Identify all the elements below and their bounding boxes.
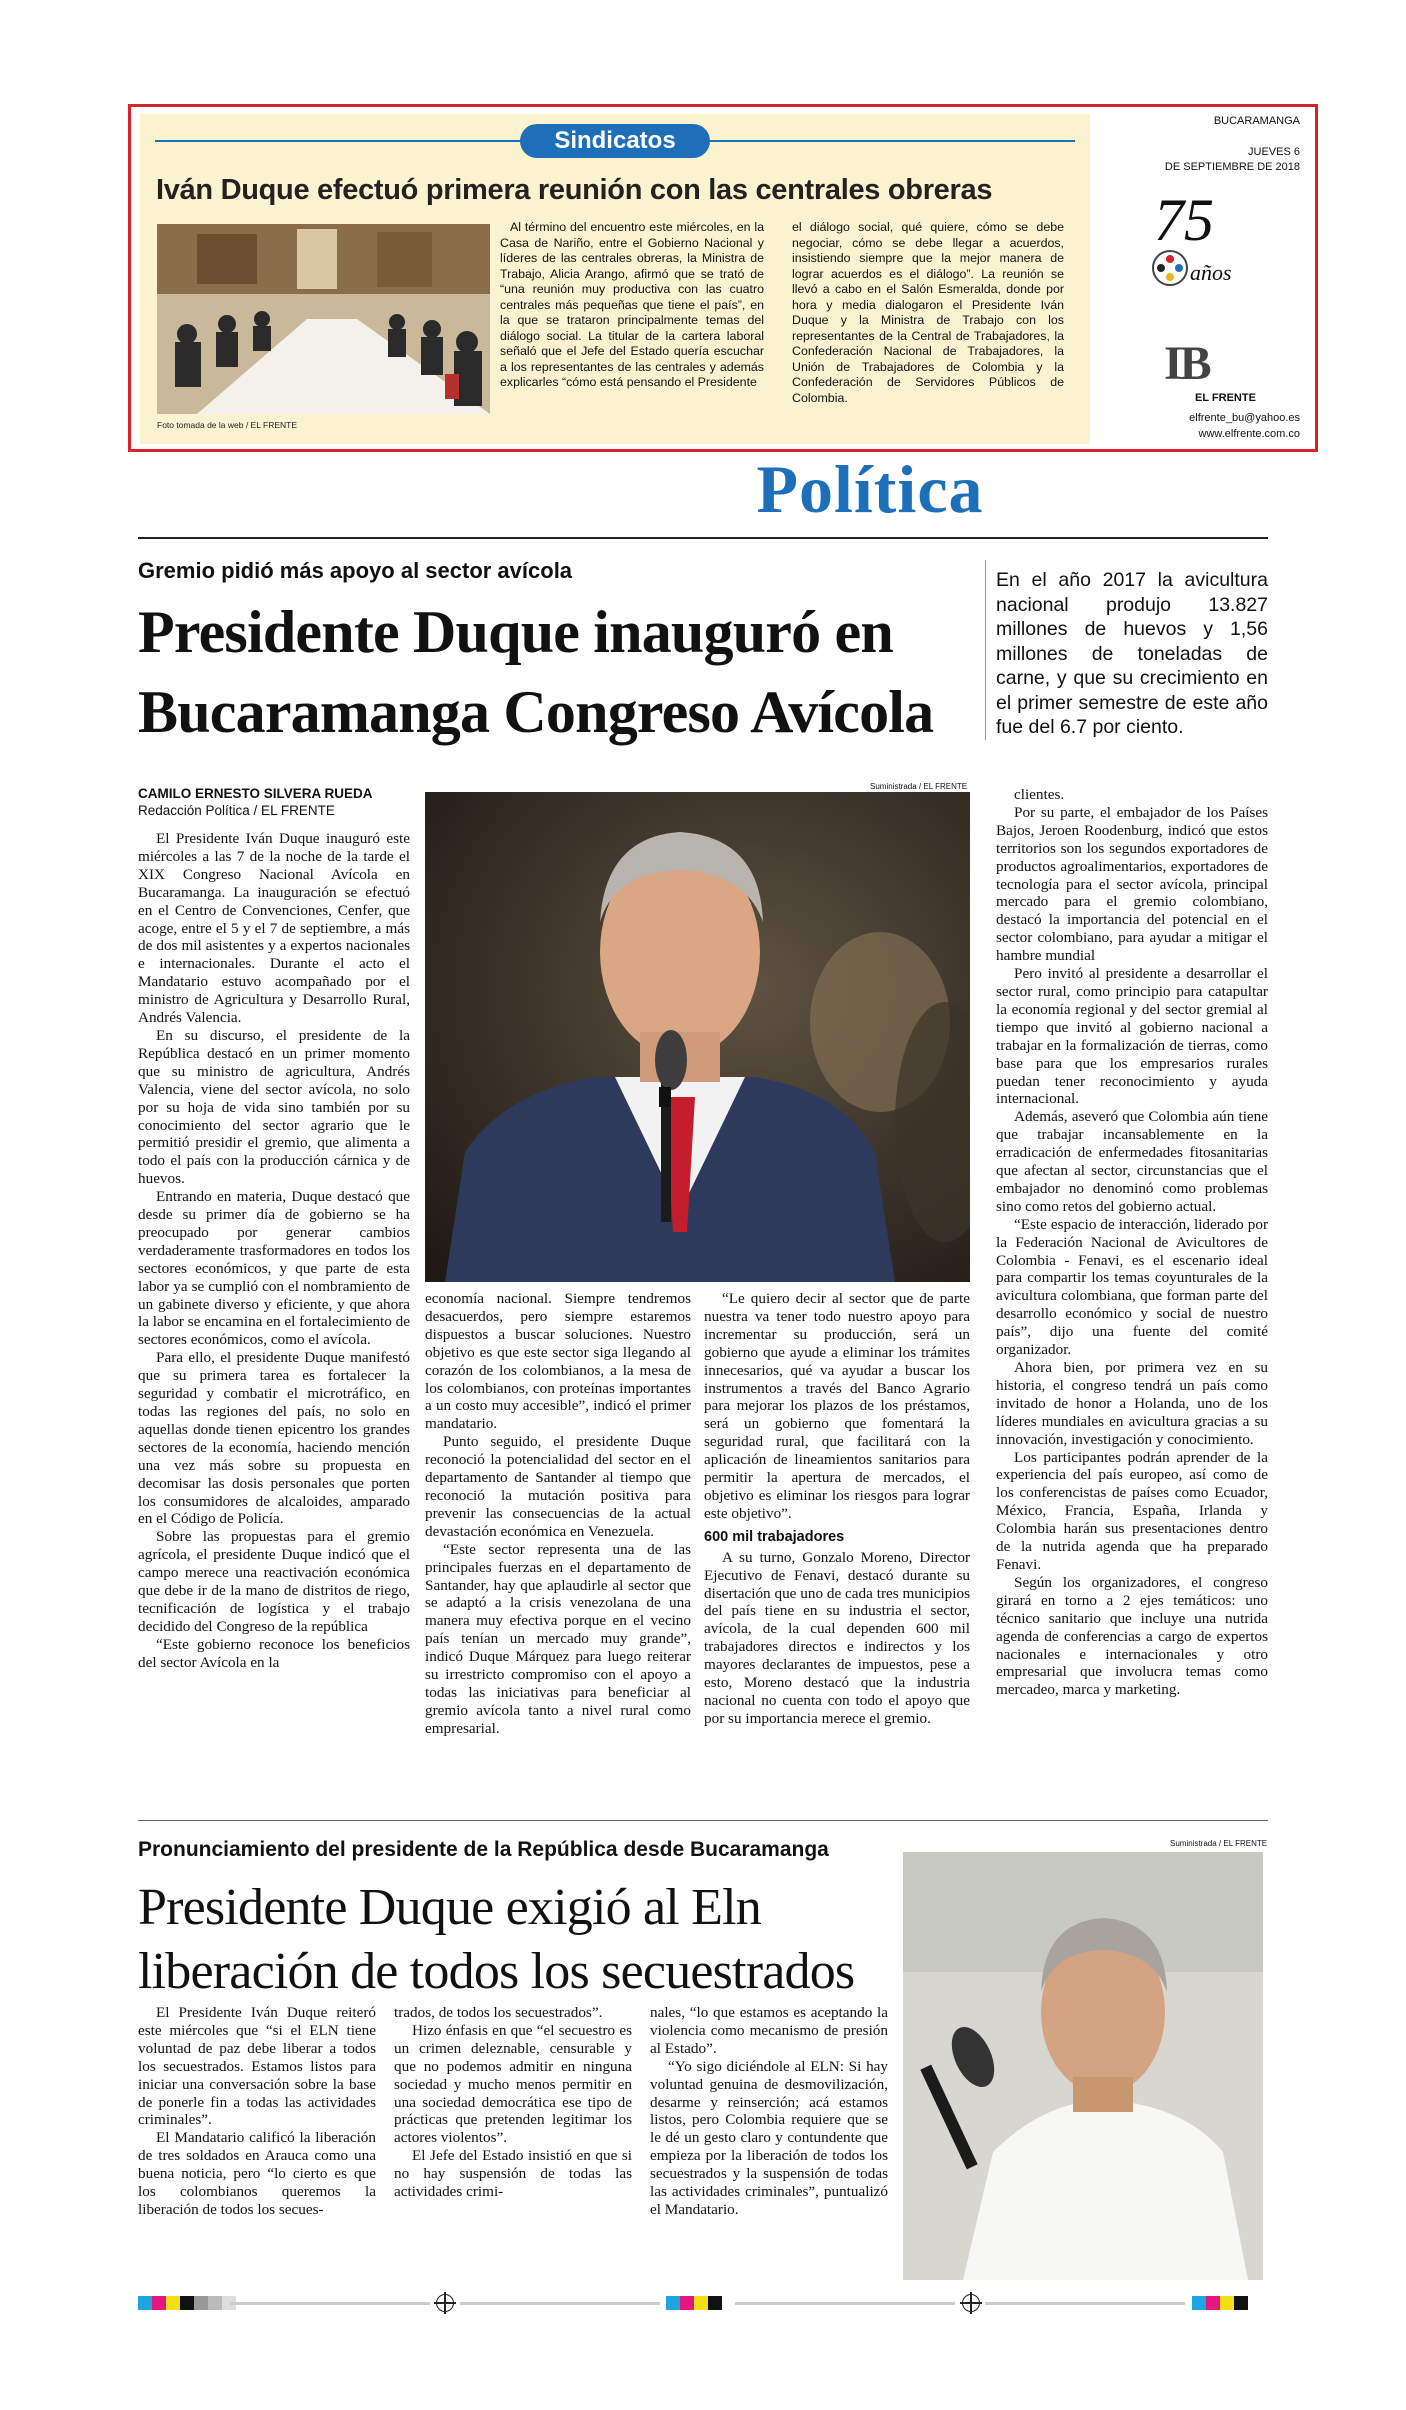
article1-author: CAMILO ERNESTO SILVERA RUEDA xyxy=(138,786,373,801)
print-line xyxy=(460,2302,660,2305)
article2-photo-credit: Suministrada / EL FRENTE xyxy=(1170,1839,1268,1848)
contact-email[interactable]: elfrente_bu@yahoo.es xyxy=(1189,412,1300,424)
section-tag-sindicatos: Sindicatos xyxy=(520,124,710,158)
meeting-photo xyxy=(157,224,490,414)
photo-caption: Foto tomada de la web / EL FRENTE xyxy=(157,420,297,430)
article1-column-3: “Le quiero decir al sector que de parte nuestra va tener todo nuestro apoyo para incrementar su producción, será un gobierno que ayude a eliminar los trámites innecesarios, qué va ayudar a buscar los instrumentos a través del Banco Agrario para mejorar los plazos de los préstamos, será un gobierno que fomentará la seguridad rural, que facilitará con la aplicación de lineamientos sanitarios para permitir la apertura de mercados, el objetivo es eliminar los riesgos para lograr este objetivo”. 600 mil trabajadores A su turno, Gonzalo Moreno, Director Ejecutivo de Fenavi, destacó durante su disertación que uno de cada tres municipios del país tiene en su industria el sector, avícola, de la cual dependen 600 mil trabajadores directos e indirectos y los mayores declarantes de impuestos, pese a esto, Moreno destacó que la industria nacional no cuenta con todo el apoyo que por su importancia merece el gremio. xyxy=(704,1290,970,1727)
article1-photo-credit: Suministrada / EL FRENTE xyxy=(870,782,968,791)
print-line xyxy=(230,2302,430,2305)
logo-name: EL FRENTE xyxy=(1195,392,1256,404)
print-line xyxy=(735,2302,955,2305)
anniversary-number: 75 xyxy=(1154,187,1214,253)
duque-speech-photo xyxy=(425,792,970,1282)
registration-mark-icon xyxy=(962,2294,980,2312)
film-reel-icon xyxy=(1150,248,1190,288)
lede-divider xyxy=(985,560,986,740)
contact-website[interactable]: www.elfrente.com.co xyxy=(1198,428,1300,440)
top-news-column-1: Al término del encuentro este miércoles, en la Casa de Nariño, entre el Gobierno Nacional y líderes de las centrales obreras, la Ministra de Trabajo, Alicia Arango, afirmó que se trató de “una reunión muy productiva con las cuatro centrales más pequeñas que tiene el país”, en la que se trataron principalmente temas del diálogo social. La titular de la cartera laboral señaló que el Jefe del Estado quería escuchar a los representantes de las centrales y además explicarles “cómo está pensando el Presidente xyxy=(500,220,764,389)
logo-mark: IB xyxy=(1164,337,1209,390)
masthead-date-day: JUEVES 6 xyxy=(1248,146,1300,158)
article1-kicker: Gremio pidió más apoyo al sector avícola xyxy=(138,558,573,583)
article2-column-3: nales, “lo que estamos es aceptando la violencia como mecanismo de presión al Estado”. “Yo sigo diciéndole al ELN: Si hay voluntad genuina de desmovilización, desarme y reinserción; acá estamos listos, pero Colombia requiere que se le dé un gesto claro y contundente que empieza por la liberación de todos los secuestrados y la suspensión de todas las actividades criminales”, puntualizó el Mandatario. xyxy=(650,2004,888,2218)
masthead-city: BUCARAMANGA xyxy=(1213,115,1300,127)
article1-column-2: economía nacional. Siempre tendremos desacuerdos, pero siempre estaremos dispuestos a buscar soluciones. Nuestro objetivo es que este sector siga llegando al corazón de los colombianos, a la mesa de los colombianos, con proteínas importantes a un costo muy accesible”, indicó el primer mandatario. Punto seguido, el presidente Duque reconoció la potencialidad del sector en el departamento de Santander al tiempo que reconoció la mutación positiva para prevenir las consecuencias de la actual devastación económica en Venezuela. “Este sector representa una de las principales fuerzas en el departamento de Santander, hay que aplaudirle al sector que se adaptó a la crisis venezolana de una manera muy efectiva porque en el vecino país tenían un mercado muy grande”, indicó Duque Márquez para luego reiterar su irrestricto compromiso con el apoyo a todas las iniciativas para beneficiar al gremio avícola tanto a nivel rural como empresarial. xyxy=(425,1290,691,1737)
article1-subhead: 600 mil trabajadores xyxy=(704,1528,845,1545)
article2-column-2: trados, de todos los secuestrados”. Hizo énfasis en que “el secuestro es un crimen deleznable, censurable y que no podemos admitir en ninguna sociedad y mucho menos permitir en una sociedad democrática ese tipo de prácticas que pretenden legitimar los actores violentos”. El Jefe del Estado insistió en que si no hay suspensión de todas las actividades crimi- xyxy=(394,2004,632,2201)
masthead-date-month: DE SEPTIEMBRE DE 2018 xyxy=(1164,161,1300,173)
article2-headline: Presidente Duque exigió al Eln liberación de todos los secuestrados xyxy=(138,1879,855,2000)
registration-mark-icon xyxy=(436,2294,454,2312)
anniversary-emblem xyxy=(1140,187,1260,310)
article1-author-role: Redacción Política / EL FRENTE xyxy=(138,803,335,818)
article2-kicker: Pronunciamiento del presidente de la República desde Bucaramanga xyxy=(138,1838,829,1861)
duque-eln-photo xyxy=(903,1852,1263,2280)
article2-column-1: El Presidente Iván Duque reiteró este miércoles que “si el ELN tiene voluntad de paz debe liberar a todos los secuestrados. Estamos listos para iniciar una conversación sobre la base de ponerle fin a todas las actividades criminales”. El Mandatario calificó la liberación de tres soldados en Arauca como una buena noticia, pero “lo cierto es que los colombianos queremos la liberación de todos los secues- xyxy=(138,2004,376,2218)
section-title: Política xyxy=(756,451,984,527)
section-divider xyxy=(138,537,1268,539)
article1-headline: Presidente Duque inauguró en Bucaramanga Congreso Avícola xyxy=(138,599,934,745)
article1-column-4: clientes. Por su parte, el embajador de los Países Bajos, Jeroen Roodenburg, indicó que estos territorios son los segundos exportadores de productos agroalimentarios, exportadores de tecnología para el sector avícola, principal mercado para el gremio colombiano, destacó la importancia del potencial en el sector colombiano, para ayudar a mitigar el hambre mundial Pero invitó al presidente a desarrollar el sector rural, como principio para catapultar la economía regional y del sector gremial al tiempo que invitó al gobierno nacional a trabajar en la formalización de tierras, como base para que los empresarios rurales puedan tener reconocimiento y ayuda internacional. Además, aseveró que Colombia aún tiene que trabajar incansablemente en la erradicación de enfermedades fitosanitarias que afectan al sector, circunstancias que el embajador no denominó como problemas sino como retos del gobierno actual. “Este espacio de interacción, liderado por la Federación Nacional de Avicultores de Colombia - Fenavi, es el escenario ideal para compartir los temas coyunturales de la avicultura colombiana, que forman parte del desarrollo económico y social de nuestro país”, dijo una fuente del comité organizador. Ahora bien, por primera vez en su historia, el congreso tendrá un país como invitado de honor a Holanda, uno de los líderes mundiales en avicultura gracias a su innovación, investigación y conocimiento. Los participantes podrán aprender de la experiencia del país europeo, así como de los conferencistas de países como Ecuador, México, Francia, España, Irlanda y Colombia harán sus presentaciones dentro de la nutrida agenda que ha preparado Fenavi. Según los organizadores, el congreso girará en torno a 2 ejes temáticos: uno técnico sanitario que incluye una nutrida agenda de conferencias a cargo de expertos nacionales e internacionales y otro empresarial que involucra temas como mercadeo, marca y marketing. xyxy=(996,786,1268,1699)
anniversary-word: años xyxy=(1190,260,1232,285)
el-frente-logo xyxy=(1164,337,1264,390)
top-news-headline: Iván Duque efectuó primera reunión con las centrales obreras xyxy=(156,174,993,206)
article1-lede: En el año 2017 la avicultura nacional produjo 13.827 millones de huevos y 1,56 millones de toneladas de carne, y que su crecimiento en el primer semestre de este año fue del 6.7 por ciento. xyxy=(996,569,1268,738)
top-news-column-2: el diálogo social, qué quiere, cómo se debe negociar, cómo se debe llegar a acuerdos, insistiendo siempre que la mejor manera de lograr acuerdos es el diálogo”. La reunión se llevó a cabo en el Salón Esmeralda, donde por hora y media dialogaron el Presidente Iván Duque y la Ministra de Trabajo con los representantes de la Central de Trabajadores, la Confederación Nacional de Trabajadores, la Unión de Trabajadores de Colombia y la Confederación de Servidores Públicos de Colombia. xyxy=(792,220,1064,405)
article-divider xyxy=(138,1820,1268,1821)
print-line xyxy=(985,2302,1185,2305)
article1-column-1: El Presidente Iván Duque inauguró este miércoles a las 7 de la noche de la tarde el XIX Congreso Nacional Avícola en Bucaramanga. La inauguración se efectuó en el Centro de Convenciones, Cenfer, que acoge, entre el 5 y el 7 de septiembre, a más de dos mil asistentes y a expertos nacionales e internacionales. Durante el acto el Mandatario estuvo acompañado por el ministro de Agricultura y Desarrollo Rural, Andrés Valencia. En su discurso, el presidente de la República destacó en un primer momento que su ministro de agricultura, Andrés Valencia, viene del sector avícola, no solo por su hoja de vida sino también por su conocimiento del sector agrario que le permitió presidir el gremio, que alimenta a todo el país con la producción cárnica y de huevos. Entrando en materia, Duque destacó que desde su primer día de gobierno se ha preocupado por generar cambios verdaderamente trasformadores en todos los sectores económicos, y que parte de esta labor ya se cumplió con el nombramiento de un gabinete diverso y eficiente, y que ahora la labor se encamina en el fortalecimiento de sectores económicos, como el avícola. Para ello, el presidente Duque manifestó que su primera tarea es fortalecer la seguridad y combatir el microtráfico, en todas las regiones del país, no solo en aquellas donde tienen epicentro los grandes sectores de la economía, haciendo mención una vez más sobre su propuesta en decomisar las dosis personales que porten los consumidores de alcaloides, amparado en el Código de Policía. Sobre las propuestas para el gremio agrícola, el presidente Duque indicó que el campo merece una reactivación económica que debe ir de la mano de distritos de riego, tecnificación de logística y el trabajo decidido del Congreso de la república “Este gobierno reconoce los beneficios del sector Avícola en la xyxy=(138,830,410,1671)
